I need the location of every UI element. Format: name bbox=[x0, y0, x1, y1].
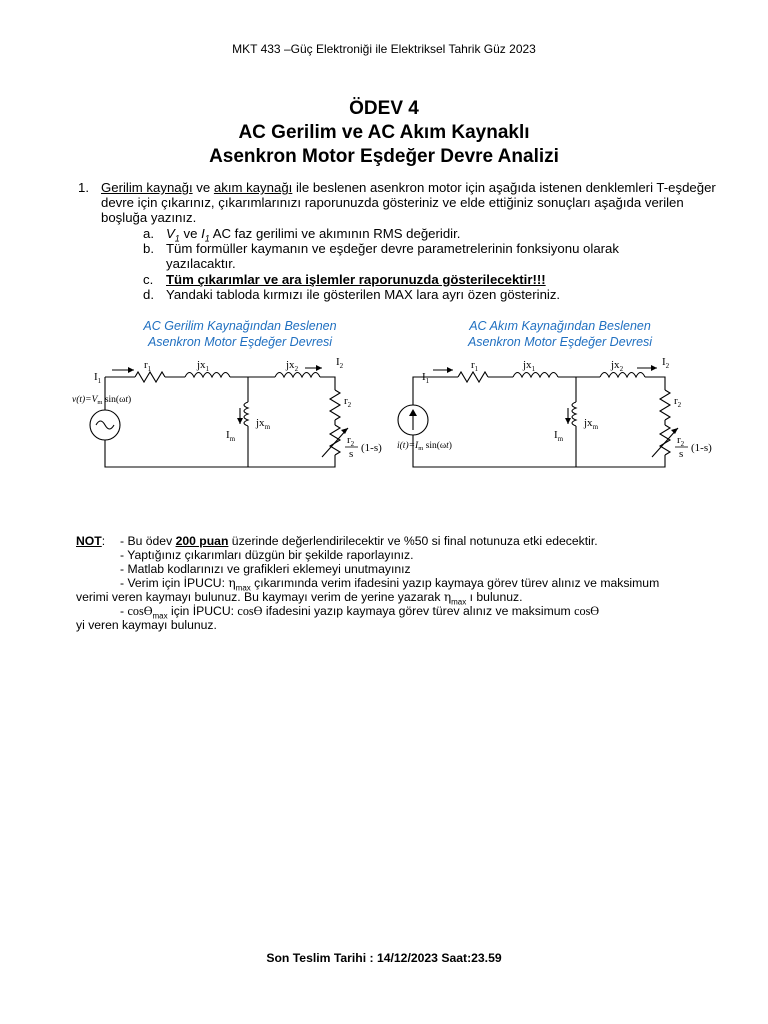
note-label: NOT bbox=[76, 534, 102, 548]
assignment-title bbox=[0, 97, 768, 169]
svg-text:r2: $r_2$ bbox=[674, 395, 682, 409]
note-line-7: yi veren kaymayı bulunuz. bbox=[76, 618, 217, 632]
sub-item-a-text: $V_1$ ve $I_1$ AC faz gerilimi ve akımının RMS değeridir. bbox=[166, 226, 461, 244]
svg-text:s: s bbox=[349, 448, 354, 460]
title-line-1: ÖDEV 4 bbox=[349, 98, 419, 119]
question-text: Gerilim kaynağı ve akım kaynağı ile beslenen asenkron motor için aşağıda istenen denklemleri T-eşdeğer devre için çıkarınız, çıkarımlarınızı raporunuzda gösteriniz ve elde ettiğiniz sonuçları aşağıda verilen boşluğa yazınız. bbox=[101, 180, 716, 226]
circuit-2-caption: AC Akım Kaynağından Beslenen Asenkron Motor Eşdeğer Devresi bbox=[467, 319, 653, 349]
svg-text:jx1: $jx_1$ bbox=[523, 359, 536, 373]
circuit-2-diagram bbox=[395, 350, 735, 475]
svg-text:I2: $I_2$ bbox=[336, 356, 344, 370]
svg-text:r2: $r_2$ bbox=[677, 434, 685, 448]
svg-text:I1: $I_1$ bbox=[94, 371, 102, 385]
title-line-2: AC Gerilim ve AC Akım Kaynaklı bbox=[238, 122, 530, 143]
svg-text:jx2: $jx_2$ bbox=[611, 359, 624, 373]
svg-text:r2: $r_2$ bbox=[344, 395, 352, 409]
svg-text:jx1: $jx_1$ bbox=[197, 359, 210, 373]
course-header: MKT 433 –Güç Elektroniği ile Elektriksel Tahrik Güz 2023 bbox=[232, 42, 536, 56]
circuit-1-caption: AC Gerilim Kaynağından Beslenen Asenkron Motor Eşdeğer Devresi bbox=[143, 319, 337, 349]
note-line-1: NOT: - Bu ödev 200 puan üzerinde değerlendirilecektir ve %50 si final notunuza etki edecektir. bbox=[76, 534, 598, 548]
svg-text:(1-s): (1-s) bbox=[361, 442, 382, 454]
note-line-5: verimi veren kaymayı bulunuz. Bu kaymayı verim de yerine yazarak $\eta_{max}$ ı bulunuz. bbox=[76, 590, 523, 607]
svg-text:Im: $I_m$ bbox=[554, 429, 564, 443]
note-line-6: - cosϴ$_{max}$ için İPUCU: cosϴ ifadesini yazıp kaymaya görev türev alınız ve maksimum cosϴ bbox=[120, 604, 600, 621]
note-line-3: - Matlab kodlarınızı ve grafikleri eklemeyi unutmayınız bbox=[120, 562, 411, 576]
svg-text:r1: $r_1$ bbox=[471, 359, 479, 373]
svg-text:r2: $r_2$ bbox=[347, 434, 355, 448]
svg-text:jxm: $jx_m$ bbox=[584, 417, 599, 431]
note-line-4: - Verim için İPUCU: $\eta_{max}$ çıkarımında verim ifadesini yazıp kaymaya görev türev alınız ve maksimum bbox=[120, 576, 660, 593]
svg-text:I2: $I_2$ bbox=[662, 356, 670, 370]
svg-text:(1-s): (1-s) bbox=[691, 442, 712, 454]
svg-text:r1: $r_1$ bbox=[144, 359, 152, 373]
term-current-source: akım kaynağı bbox=[213, 180, 293, 195]
svg-text:s: s bbox=[679, 448, 684, 460]
circuit-2-source-label: $i(t)=I_m$ sin(ωt) bbox=[397, 441, 452, 452]
circuit-1-diagram bbox=[60, 350, 400, 475]
svg-text:Im: $I_m$ bbox=[226, 429, 236, 443]
term-voltage-source: Gerilim kaynağı bbox=[101, 180, 193, 195]
title-line-3: Asenkron Motor Eşdeğer Devre Analizi bbox=[209, 146, 559, 167]
svg-text:I1: $I_1$ bbox=[422, 371, 430, 385]
circuit-1-source-label: $v(t)=V_m$ sin(ωt) bbox=[72, 395, 132, 406]
svg-text:jx2: $jx_2$ bbox=[286, 359, 299, 373]
svg-text:jxm: $jx_m$ bbox=[256, 417, 271, 431]
question-number: 1. bbox=[78, 180, 89, 195]
note-line-2: - Yaptığınız çıkarımları düzgün bir şekilde raporlayınız. bbox=[120, 548, 414, 562]
deadline: Son Teslim Tarihi : 14/12/2023 Saat:23.59 bbox=[266, 951, 502, 965]
